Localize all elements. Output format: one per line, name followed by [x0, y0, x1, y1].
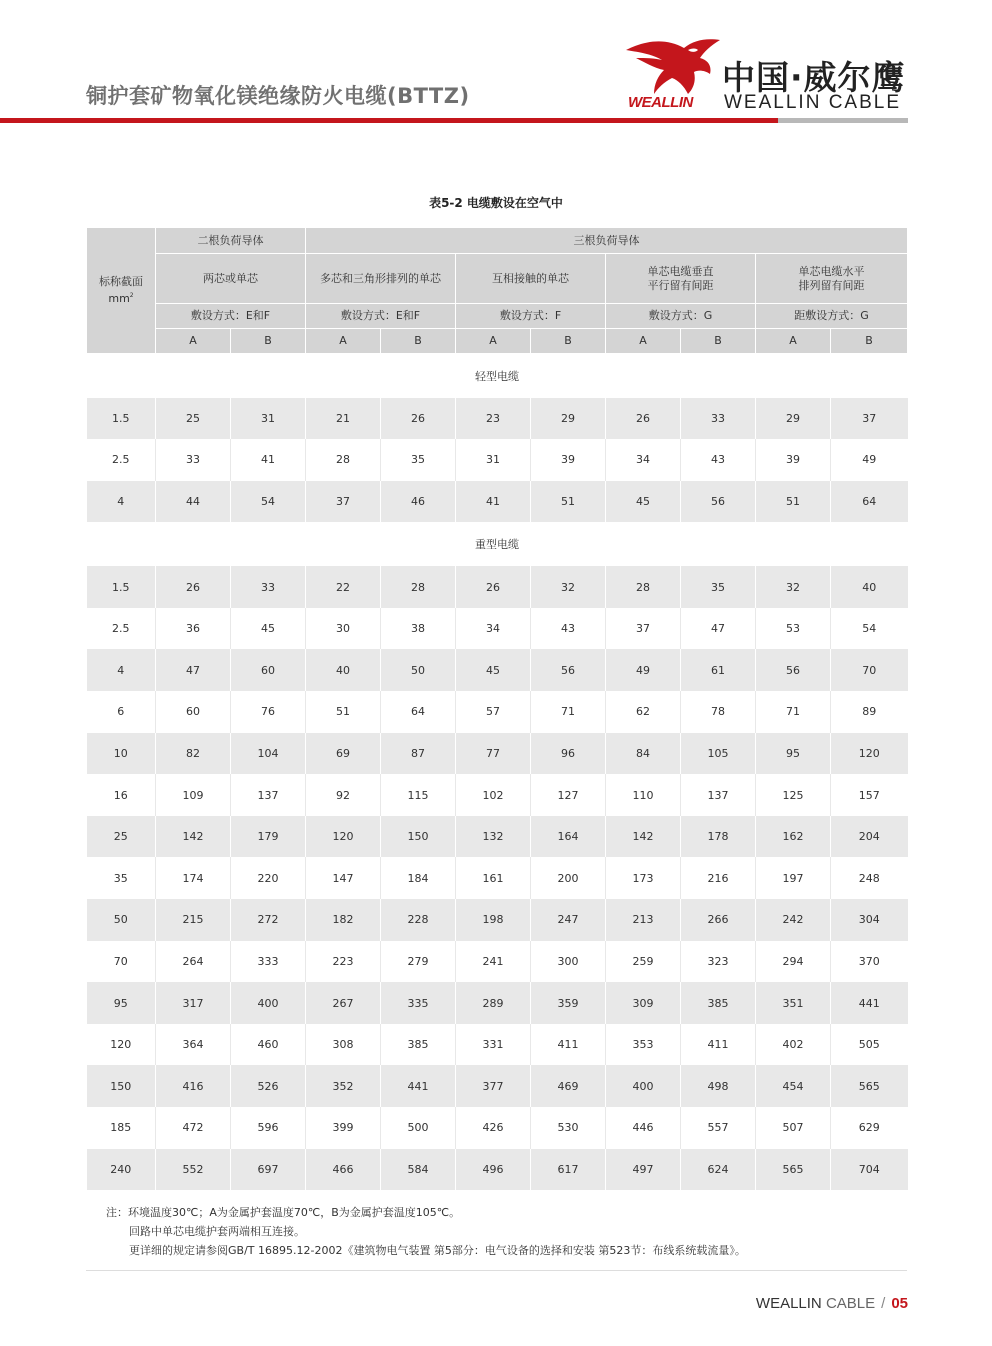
- config-touching: 互相接触的单芯: [456, 254, 606, 304]
- table-cell: 64: [381, 691, 456, 733]
- table-cell: 69: [306, 733, 381, 775]
- table-cell: 41: [456, 481, 531, 523]
- table-cell: 35: [87, 857, 156, 899]
- table-cell: 266: [681, 899, 756, 941]
- table-cell: 30: [306, 608, 381, 650]
- table-cell: 84: [606, 733, 681, 775]
- logo-wordmark: WEALLIN: [628, 94, 693, 111]
- table-cell: 216: [681, 857, 756, 899]
- sub-header-b: B: [231, 329, 306, 354]
- table-cell: 32: [756, 566, 831, 608]
- table-cell: 617: [531, 1149, 606, 1191]
- config-vertical-line2: 平行留有间距: [647, 278, 714, 292]
- table-cell: 137: [231, 774, 306, 816]
- table-cell: 33: [681, 398, 756, 440]
- table-cell: 204: [831, 816, 908, 858]
- table-cell: 26: [156, 566, 231, 608]
- table-cell: 92: [306, 774, 381, 816]
- table-cell: 38: [381, 608, 456, 650]
- table-cell: 197: [756, 857, 831, 899]
- table-cell: 157: [831, 774, 908, 816]
- table-cell: 215: [156, 899, 231, 941]
- table-cell: 10: [87, 733, 156, 775]
- table-cell: 127: [531, 774, 606, 816]
- table-cell: 264: [156, 941, 231, 983]
- table-cell: 472: [156, 1107, 231, 1149]
- table-cell: 308: [306, 1024, 381, 1066]
- table-cell: 54: [831, 608, 908, 650]
- table-cell: 507: [756, 1107, 831, 1149]
- table-row: [87, 774, 908, 816]
- table-cell: 32: [531, 566, 606, 608]
- table-cell: 6: [87, 691, 156, 733]
- table-row: [87, 439, 908, 481]
- table-cell: 317: [156, 982, 231, 1024]
- table-cell: 364: [156, 1024, 231, 1066]
- table-row: [87, 1024, 908, 1066]
- table-cell: 142: [606, 816, 681, 858]
- table-cell: 704: [831, 1149, 908, 1191]
- table-row: [87, 1107, 908, 1149]
- ampacity-table: [86, 227, 908, 1190]
- table-cell: 51: [306, 691, 381, 733]
- header-rule-gray: [778, 118, 908, 123]
- table-cell: 411: [681, 1024, 756, 1066]
- table-cell: 400: [606, 1065, 681, 1107]
- table-notes: [106, 1203, 746, 1260]
- table-body: [87, 354, 908, 1191]
- table-cell: 45: [606, 481, 681, 523]
- table-cell: 353: [606, 1024, 681, 1066]
- table-cell: 359: [531, 982, 606, 1024]
- method-cell: 敷设方式：E和F: [306, 304, 456, 329]
- table-cell: 460: [231, 1024, 306, 1066]
- table-cell: 2.5: [87, 608, 156, 650]
- section-row-light: [87, 354, 908, 398]
- table-cell: 64: [831, 481, 908, 523]
- table-cell: 120: [306, 816, 381, 858]
- table-cell: 416: [156, 1065, 231, 1107]
- row-header-unit: mm: [108, 292, 130, 305]
- table-cell: 161: [456, 857, 531, 899]
- table-cell: 28: [606, 566, 681, 608]
- table-cell: 37: [306, 481, 381, 523]
- sub-header-a: A: [456, 329, 531, 354]
- table-cell: 87: [381, 733, 456, 775]
- table-cell: 60: [156, 691, 231, 733]
- table-cell: 33: [156, 439, 231, 481]
- group-three-conductors: 三根负荷导体: [306, 228, 908, 254]
- table-cell: 46: [381, 481, 456, 523]
- sub-header-b: B: [681, 329, 756, 354]
- table-cell: 300: [531, 941, 606, 983]
- table-cell: 36: [156, 608, 231, 650]
- table-cell: 49: [606, 649, 681, 691]
- table-cell: 104: [231, 733, 306, 775]
- table-cell: 173: [606, 857, 681, 899]
- footer-brand-suffix: CABLE: [825, 1295, 876, 1312]
- table-header: [87, 228, 908, 354]
- table-cell: 40: [306, 649, 381, 691]
- table-cell: 150: [87, 1065, 156, 1107]
- table-cell: 53: [756, 608, 831, 650]
- table-cell: 220: [231, 857, 306, 899]
- table-cell: 182: [306, 899, 381, 941]
- eagle-logo-icon: [624, 36, 724, 96]
- table-cell: 89: [831, 691, 908, 733]
- sub-header-a: A: [156, 329, 231, 354]
- table-cell: 400: [231, 982, 306, 1024]
- table-cell: 624: [681, 1149, 756, 1191]
- note-line: 更详细的规定请参阅GB/T 16895.12-2002《建筑物电气装置 第5部分：电气设备的选择和安装 第523节：布线系统载流量》。: [129, 1244, 746, 1257]
- table-row: [87, 691, 908, 733]
- table-cell: 304: [831, 899, 908, 941]
- table-cell: 40: [831, 566, 908, 608]
- table-cell: 385: [681, 982, 756, 1024]
- table-cell: 200: [531, 857, 606, 899]
- table-cell: 39: [531, 439, 606, 481]
- table-cell: 45: [456, 649, 531, 691]
- table-cell: 267: [306, 982, 381, 1024]
- page-number: 05: [891, 1295, 908, 1312]
- table-cell: 44: [156, 481, 231, 523]
- table-row: [87, 1065, 908, 1107]
- table-cell: 223: [306, 941, 381, 983]
- header-row-methods: [87, 304, 908, 329]
- table-cell: 323: [681, 941, 756, 983]
- table-cell: 102: [456, 774, 531, 816]
- method-cell: 敷设方式：E和F: [156, 304, 306, 329]
- table-cell: 399: [306, 1107, 381, 1149]
- table-cell: 70: [87, 941, 156, 983]
- table-cell: 34: [456, 608, 531, 650]
- sub-header-a: A: [606, 329, 681, 354]
- table-cell: 596: [231, 1107, 306, 1149]
- table-cell: 150: [381, 816, 456, 858]
- table-cell: 697: [231, 1149, 306, 1191]
- table-cell: 28: [381, 566, 456, 608]
- table-cell: 333: [231, 941, 306, 983]
- section-label-light: 轻型电缆: [87, 354, 908, 398]
- table-cell: 29: [756, 398, 831, 440]
- table-cell: 241: [456, 941, 531, 983]
- table-cell: 45: [231, 608, 306, 650]
- table-cell: 240: [87, 1149, 156, 1191]
- table-row: [87, 733, 908, 775]
- table-cell: 82: [156, 733, 231, 775]
- table-cell: 247: [531, 899, 606, 941]
- table-cell: 95: [87, 982, 156, 1024]
- table-cell: 47: [681, 608, 756, 650]
- header-row-groups: [87, 228, 908, 254]
- config-multicore-trefoil: 多芯和三角形排列的单芯: [306, 254, 456, 304]
- table-cell: 43: [681, 439, 756, 481]
- table-cell: 125: [756, 774, 831, 816]
- table-cell: 142: [156, 816, 231, 858]
- footer-separator: /: [881, 1295, 886, 1312]
- footer: [756, 1295, 908, 1312]
- table-cell: 31: [456, 439, 531, 481]
- page-title: 铜护套矿物氧化镁绝缘防火电缆(BTTZ): [86, 84, 470, 108]
- table-cell: 33: [231, 566, 306, 608]
- table-cell: 178: [681, 816, 756, 858]
- table-row: [87, 608, 908, 650]
- table-cell: 39: [756, 439, 831, 481]
- table-cell: 294: [756, 941, 831, 983]
- table-cell: 29: [531, 398, 606, 440]
- table-cell: 385: [381, 1024, 456, 1066]
- table-cell: 70: [831, 649, 908, 691]
- table-cell: 16: [87, 774, 156, 816]
- sub-header-a: A: [756, 329, 831, 354]
- config-vertical-spaced: [606, 254, 756, 304]
- table-cell: 43: [531, 608, 606, 650]
- table-cell: 2.5: [87, 439, 156, 481]
- header-row-ab: [87, 329, 908, 354]
- method-cell: 距敷设方式：G: [756, 304, 908, 329]
- table-cell: 50: [381, 649, 456, 691]
- table-cell: 164: [531, 816, 606, 858]
- table-cell: 402: [756, 1024, 831, 1066]
- brand-logo: [624, 36, 914, 116]
- table-cell: 57: [456, 691, 531, 733]
- table-cell: 4: [87, 481, 156, 523]
- table-cell: 565: [756, 1149, 831, 1191]
- table-row: [87, 941, 908, 983]
- table-cell: 242: [756, 899, 831, 941]
- method-cell: 敷设方式：G: [606, 304, 756, 329]
- table-cell: 25: [156, 398, 231, 440]
- table-cell: 446: [606, 1107, 681, 1149]
- sub-header-a: A: [306, 329, 381, 354]
- table-row: [87, 816, 908, 858]
- table-cell: 370: [831, 941, 908, 983]
- table-cell: 109: [156, 774, 231, 816]
- table-cell: 120: [831, 733, 908, 775]
- table-cell: 95: [756, 733, 831, 775]
- table-cell: 61: [681, 649, 756, 691]
- table-cell: 565: [831, 1065, 908, 1107]
- footer-rule: [86, 1270, 907, 1271]
- table-cell: 37: [831, 398, 908, 440]
- table-cell: 377: [456, 1065, 531, 1107]
- table-cell: 1.5: [87, 566, 156, 608]
- group-two-conductors: 二根负荷导体: [156, 228, 306, 254]
- config-horizontal-spaced: [756, 254, 908, 304]
- table-cell: 35: [381, 439, 456, 481]
- table-cell: 50: [87, 899, 156, 941]
- config-horizontal-line2: 排列留有间距: [798, 278, 865, 292]
- table-cell: 228: [381, 899, 456, 941]
- table-cell: 23: [456, 398, 531, 440]
- table-cell: 526: [231, 1065, 306, 1107]
- table-cell: 71: [531, 691, 606, 733]
- logo-english-name: WEALLIN CABLE: [724, 92, 901, 113]
- table-cell: 629: [831, 1107, 908, 1149]
- table-cell: 248: [831, 857, 908, 899]
- sub-header-b: B: [381, 329, 456, 354]
- table-cell: 185: [87, 1107, 156, 1149]
- header-rule-red: [0, 118, 778, 123]
- table-cell: 454: [756, 1065, 831, 1107]
- table-caption: 表5-2 电缆敷设在空气中: [429, 196, 563, 210]
- table-cell: 22: [306, 566, 381, 608]
- table-cell: 530: [531, 1107, 606, 1149]
- table-cell: 259: [606, 941, 681, 983]
- config-two-core: 两芯或单芯: [156, 254, 306, 304]
- table-cell: 26: [606, 398, 681, 440]
- table-row: [87, 398, 908, 440]
- table-cell: 496: [456, 1149, 531, 1191]
- row-header-cross-section: [87, 228, 156, 354]
- table-cell: 35: [681, 566, 756, 608]
- table-cell: 4: [87, 649, 156, 691]
- table-cell: 31: [231, 398, 306, 440]
- config-vertical-line1: 单芯电缆垂直: [647, 264, 714, 278]
- table-cell: 184: [381, 857, 456, 899]
- table-cell: 352: [306, 1065, 381, 1107]
- table-cell: 47: [156, 649, 231, 691]
- table-cell: 77: [456, 733, 531, 775]
- table-cell: 469: [531, 1065, 606, 1107]
- row-header-label: 标称截面: [99, 275, 143, 288]
- table-cell: 466: [306, 1149, 381, 1191]
- table-cell: 331: [456, 1024, 531, 1066]
- table-cell: 441: [831, 982, 908, 1024]
- table-cell: 115: [381, 774, 456, 816]
- note-line: 注：环境温度30℃；A为金属护套温度70℃，B为金属护套温度105℃。: [106, 1206, 461, 1219]
- table-cell: 54: [231, 481, 306, 523]
- row-header-unit-sup: 2: [129, 292, 134, 299]
- table-row: [87, 1149, 908, 1191]
- table-cell: 76: [231, 691, 306, 733]
- table-cell: 132: [456, 816, 531, 858]
- table-cell: 426: [456, 1107, 531, 1149]
- table-cell: 25: [87, 816, 156, 858]
- table-cell: 21: [306, 398, 381, 440]
- table-cell: 51: [531, 481, 606, 523]
- table-cell: 162: [756, 816, 831, 858]
- note-line: 回路中单芯电缆护套两端相互连接。: [129, 1225, 305, 1238]
- section-row-heavy: [87, 522, 908, 566]
- table-cell: 584: [381, 1149, 456, 1191]
- table-cell: 147: [306, 857, 381, 899]
- table-cell: 56: [756, 649, 831, 691]
- table-cell: 78: [681, 691, 756, 733]
- table-cell: 411: [531, 1024, 606, 1066]
- table-row: [87, 899, 908, 941]
- table-cell: 37: [606, 608, 681, 650]
- table-cell: 60: [231, 649, 306, 691]
- table-cell: 62: [606, 691, 681, 733]
- table-cell: 557: [681, 1107, 756, 1149]
- table-cell: 498: [681, 1065, 756, 1107]
- table-cell: 505: [831, 1024, 908, 1066]
- table-cell: 335: [381, 982, 456, 1024]
- sub-header-b: B: [831, 329, 908, 354]
- header-row-configs: [87, 254, 908, 304]
- table-cell: 289: [456, 982, 531, 1024]
- table-cell: 110: [606, 774, 681, 816]
- table-cell: 213: [606, 899, 681, 941]
- table-cell: 56: [531, 649, 606, 691]
- table-cell: 198: [456, 899, 531, 941]
- table-cell: 34: [606, 439, 681, 481]
- table-row: [87, 649, 908, 691]
- table-row: [87, 982, 908, 1024]
- table-cell: 497: [606, 1149, 681, 1191]
- table-row: [87, 857, 908, 899]
- table-cell: 441: [381, 1065, 456, 1107]
- table-cell: 120: [87, 1024, 156, 1066]
- table-cell: 500: [381, 1107, 456, 1149]
- table-cell: 56: [681, 481, 756, 523]
- table-cell: 41: [231, 439, 306, 481]
- table-cell: 552: [156, 1149, 231, 1191]
- table-cell: 351: [756, 982, 831, 1024]
- table-cell: 26: [381, 398, 456, 440]
- table-cell: 174: [156, 857, 231, 899]
- table-cell: 28: [306, 439, 381, 481]
- table-cell: 1.5: [87, 398, 156, 440]
- table-cell: 26: [456, 566, 531, 608]
- table-row: [87, 566, 908, 608]
- logo-chinese-name: 中国·威尔鹰: [722, 58, 906, 97]
- table-cell: 96: [531, 733, 606, 775]
- table-cell: 105: [681, 733, 756, 775]
- sub-header-b: B: [531, 329, 606, 354]
- table-row: [87, 481, 908, 523]
- table-cell: 49: [831, 439, 908, 481]
- table-cell: 272: [231, 899, 306, 941]
- table-cell: 309: [606, 982, 681, 1024]
- table-cell: 179: [231, 816, 306, 858]
- table-cell: 71: [756, 691, 831, 733]
- table-cell: 137: [681, 774, 756, 816]
- section-label-heavy: 重型电缆: [87, 522, 908, 566]
- method-cell: 敷设方式：F: [456, 304, 606, 329]
- table-cell: 279: [381, 941, 456, 983]
- footer-brand: WEALLIN: [755, 1295, 822, 1312]
- table-cell: 51: [756, 481, 831, 523]
- config-horizontal-line1: 单芯电缆水平: [798, 264, 865, 278]
